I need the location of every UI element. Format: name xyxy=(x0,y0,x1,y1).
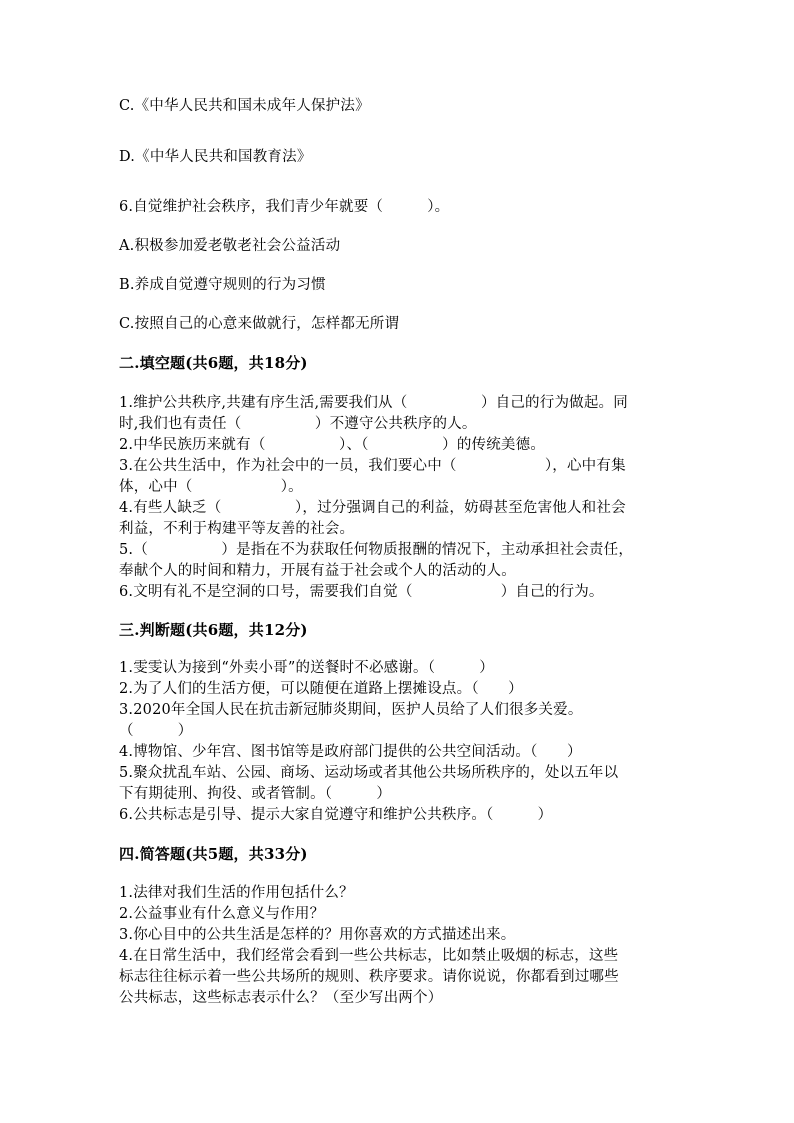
fill-line: 4.有些人缺乏（ ），过分强调自己的利益，妨碍甚至危害他人和社会 xyxy=(119,500,626,516)
short-line: 3.你心目中的公共生活是怎样的？用你喜欢的方式描述出来。 xyxy=(119,927,516,943)
fill-line: 6.文明有礼不是空洞的口号，需要我们自觉（ ）自己的行为。 xyxy=(119,584,604,600)
judge-section-heading: 三.判断题(共6题，共12分) xyxy=(119,621,308,639)
fill-section-heading: 二.填空题(共6题，共18分) xyxy=(119,354,308,372)
question-6-option-a: A.积极参加爱老敬老社会公益活动 xyxy=(119,238,341,254)
short-line: 2.公益事业有什么意义与作用？ xyxy=(119,906,325,922)
fill-line: 3.在公共生活中，作为社会中的一员，我们要心中（ ），心中有集 xyxy=(119,458,626,474)
judge-line: 下有期徒刑、拘役、或者管制。（ ） xyxy=(119,786,392,802)
short-line: 标志往往标示着一些公共场所的规则、秩序要求。请你说说，你都看到过哪些 xyxy=(119,969,619,985)
judge-line: 5.聚众扰乱车站、公园、商场、运动场或者其他公共场所秩序的，处以五年以 xyxy=(119,765,619,781)
option-d-prev: D.《中华人民共和国教育法》 xyxy=(119,149,312,165)
fill-line: 1.维护公共秩序,共建有序生活,需要我们从（ ）自己的行为做起。同 xyxy=(119,395,628,411)
short-line: 4.在日常生活中，我们经常会看到一些公共标志，比如禁止吸烟的标志，这些 xyxy=(119,948,619,964)
judge-line: 1.雯雯认为接到“外卖小哥”的送餐时不必感谢。（ ） xyxy=(119,660,495,676)
fill-line: 奉献个人的时间和精力，开展有益于社会或个人的活动的人。 xyxy=(119,563,516,579)
fill-line: 时,我们也有责任（ ）不遵守公共秩序的人。 xyxy=(119,416,477,432)
judge-line: 3.2020年全国人民在抗击新冠肺炎期间，医护人员给了人们很多关爱。 xyxy=(119,702,583,718)
short-line: 公共标志，这些标志表示什么？（至少写出两个） xyxy=(119,990,443,1006)
short-section-heading: 四.简答题(共5题，共33分) xyxy=(119,845,308,863)
fill-line: 5.（ ）是指在不为获取任何物质报酬的情况下，主动承担社会责任， xyxy=(119,542,634,558)
option-c-prev: C.《中华人民共和国未成年人保护法》 xyxy=(119,98,370,114)
question-6-option-c: C.按照自己的心意来做就行，怎样都无所谓 xyxy=(119,316,400,332)
short-line: 1.法律对我们生活的作用包括什么？ xyxy=(119,885,354,901)
judge-line: 2.为了人们的生活方便，可以随便在道路上摆摊设点。（ ） xyxy=(119,681,523,697)
judge-line: 6.公共标志是引导、提示大家自觉遵守和维护公共秩序。（ ） xyxy=(119,807,553,823)
fill-line: 利益，不利于构建平等友善的社会。 xyxy=(119,521,355,537)
question-6-stem: 6.自觉维护社会秩序，我们青少年就要（ ）。 xyxy=(119,199,450,215)
fill-line: 2.中华民族历来就有（ ）、（ ）的传统美德。 xyxy=(119,437,546,453)
judge-line: （ ） xyxy=(119,723,193,739)
question-6-option-b: B.养成自觉遵守规则的行为习惯 xyxy=(119,277,326,293)
fill-line: 体，心中（ ）。 xyxy=(119,479,303,495)
judge-line: 4.博物馆、少年宫、图书馆等是政府部门提供的公共空间活动。（ ） xyxy=(119,744,582,760)
